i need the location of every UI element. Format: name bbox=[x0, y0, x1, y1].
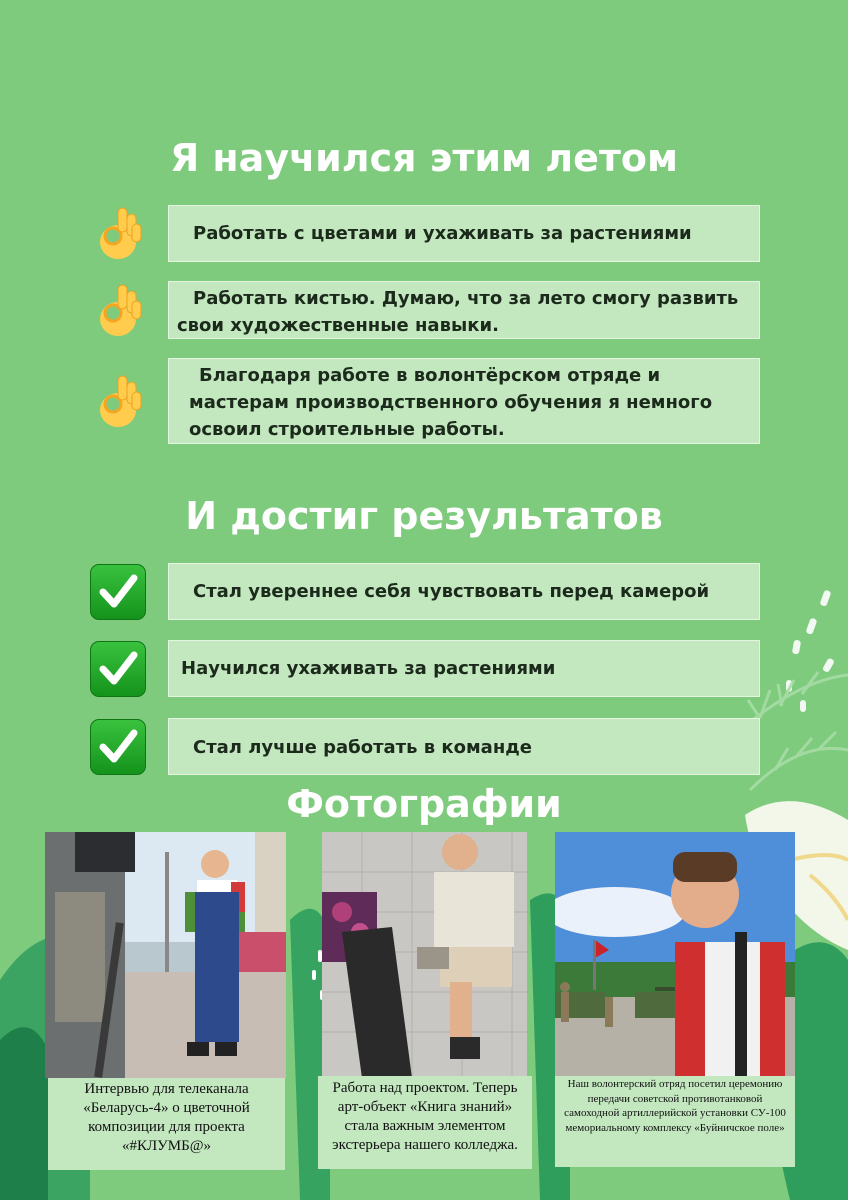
photo-memorial bbox=[555, 832, 795, 1076]
check-mark-icon bbox=[90, 564, 146, 620]
result-item-1: Стал увереннее себя чувствовать перед камерой bbox=[168, 563, 760, 620]
section-title-learned: Я научился этим летом bbox=[169, 136, 679, 180]
check-mark-icon bbox=[90, 641, 146, 697]
learned-item-3: Благодаря работе в волонтёрском отряде и мастерам производственного обучения я немного освоил строительные работы. bbox=[168, 358, 760, 444]
ok-hand-icon bbox=[94, 374, 144, 430]
photo-caption-interview: Интервью для телеканала «Беларусь-4» о цветочной композиции для проекта «#КЛУМБ@» bbox=[48, 1078, 285, 1170]
check-mark-icon bbox=[90, 719, 146, 775]
photo-caption-art-object: Работа над проектом. Теперь арт-объект «Книга знаний» стала важным элементом экстерьера нашего колледжа. bbox=[318, 1076, 532, 1169]
section-title-photos: Фотографии bbox=[286, 782, 562, 826]
result-item-3: Стал лучше работать в команде bbox=[168, 718, 760, 775]
photo-interview bbox=[45, 832, 286, 1078]
photo-art-object bbox=[322, 832, 527, 1078]
section-title-results: И достиг результатов bbox=[185, 494, 663, 538]
photo-caption-memorial: Наш волонтерский отряд посетил церемонию передачи советской противотанковой самоходной артиллерийской установки СУ-100 мемориальному комплексу «Буйничское поле» bbox=[555, 1076, 795, 1167]
ok-hand-icon bbox=[94, 283, 144, 339]
ok-hand-icon bbox=[94, 206, 144, 262]
learned-item-1: Работать с цветами и ухаживать за растениями bbox=[168, 205, 760, 262]
result-item-2: Научился ухаживать за растениями bbox=[168, 640, 760, 697]
learned-item-2: Работать кистью. Думаю, что за лето смогу развить свои художественные навыки. bbox=[168, 281, 760, 339]
